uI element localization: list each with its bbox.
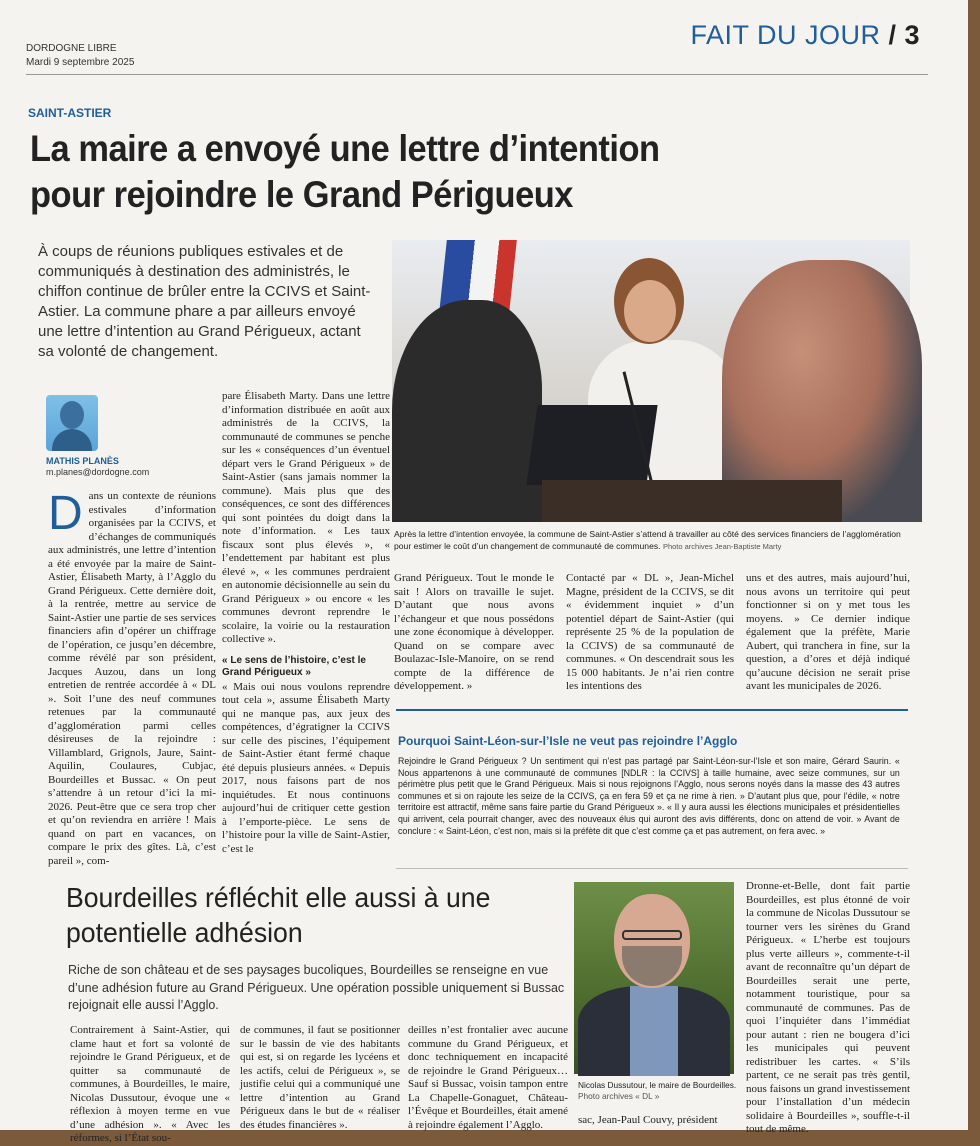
article-column-2 bbox=[222, 390, 390, 856]
drop-cap: D bbox=[48, 487, 83, 540]
article-kicker: SAINT-ASTIER bbox=[28, 106, 112, 120]
article-lede: À coups de réunions publiques estivales et de communiqués à destination des administrés, le chiffon continue de brûler entre la CCIVS et Saint-Astier. La commune phare a par ailleurs envoyé une lettre d’intention au Grand Périgueux, actant sa volonté de changement. bbox=[38, 243, 371, 360]
article2-column-3 bbox=[408, 1024, 568, 1132]
mayor-photo-caption bbox=[578, 1080, 738, 1102]
photo-caption bbox=[394, 528, 910, 553]
column-3-text: Grand Périgueux. Tout le monde le sait ! Alors on travaille le sujet. D’autant que nous avons l’échangeur et que nous possédons une zone économique à développer. Quand on se compare avec Boulazac-Isle-Manoire, on se rend compte de la différence de développement. » bbox=[394, 572, 554, 692]
section-name: FAIT DU JOUR bbox=[690, 20, 881, 50]
article2-column-5 bbox=[746, 880, 910, 1137]
article2-column-1 bbox=[70, 1024, 230, 1146]
masthead bbox=[26, 42, 134, 70]
article-subhead: « Le sens de l’histoire, c’est le Grand Périgueux » bbox=[222, 654, 366, 678]
box-text: Rejoindre le Grand Périgueux ? Un sentiment qui n’est pas partagé par Saint-Léon-sur-l’Isle et son maire, Gérard Saurin. « Nous appartenons à une communauté de communes [NDLR : la CCIVS] à taille humaine, avec seize communes, sur un périmètre plus petit que le Grand Périgueux. Mais si nous rejoignons l’Agglo, nous serons noyés dans la masse des 43 autres communes et si on rajoute les seize de la CCIVS, ça en fera 59 et ça ne rime à rien. » D’autant plus que, pour l’édile, « notre territoire est attractif, même sans faire partie du Grand Périgueux ». « Il y aura aussi les élections municipales et présidentielles qui arrivent, cela pourrait changer, avec des nouveaux élus qui auront des avis différents, donc on attend de voir. » Avant de conclure : « Saint-Léon, c’est non, mais si la préfète dit que c’est comme ça et pas autrement, on fera avec. » bbox=[398, 756, 900, 836]
paper-name: DORDOGNE LIBRE bbox=[26, 43, 117, 54]
box-rule bbox=[396, 709, 908, 711]
box-title: Pourquoi Saint-Léon-sur-l’Isle ne veut pas rejoindre l’Agglo bbox=[398, 734, 738, 748]
laptop bbox=[526, 405, 657, 485]
mayor-photo-credit: Photo archives « DL » bbox=[578, 1091, 660, 1101]
mayor-photo bbox=[574, 882, 734, 1074]
article2-column-1-text: Contrairement à Saint-Astier, qui clame haut et fort sa volonté de rejoindre le Grand Périgueux, et de quitter sa communauté de communes, à Bourdeilles, le maire, Nicolas Dussutour, évoque une « réflexion à moyen terme en vue d’une adhésion ». « Avec les réformes, si l’État sou- bbox=[70, 1024, 230, 1144]
issue-date: Mardi 9 septembre 2025 bbox=[26, 57, 135, 68]
article-column-5 bbox=[746, 572, 910, 694]
author-email: m.planes@dordogne.com bbox=[46, 467, 150, 477]
article2-headline: Bourdeilles réfléchit elle aussi à une potentielle adhésion bbox=[66, 882, 491, 948]
article-headline: La maire a envoyé une lettre d’intention pour rejoindre le Grand Périgueux bbox=[30, 128, 660, 215]
header-rule bbox=[26, 74, 928, 75]
photo-caption-text: Après la lettre d’intention envoyée, la commune de Saint-Astier s’attend à travailler au côté des services financiers de l’agglomération pour estimer le coût d’un changement de communauté de communes. bbox=[394, 529, 901, 551]
article2-column-4-text: sac, Jean-Paul Couvy, président bbox=[578, 1114, 718, 1126]
article2-column-5-text: Dronne-et-Belle, dont fait partie Bourdeilles, est plus étonné de voir la commune de Nicolas Dussutour se tourner vers les sirènes du Grand Périgueux. « L’herbe est toujours plus verte ailleurs », commente-t-il avant de reconnaître qu’un départ de Bourdeilles serait une perte, notamment touristique, pour sa communauté de communes. Pas de quoi l’inquiéter dans l’immédiat pour autant : rien ne bougera d’ici les municipales qui peuvent redistribuer les cartes. « S’ils partent, ce ne serait pas très gentil, nous faisons un grand investissement pour l’installation d’un médecin solidaire à Bourdeilles », souffle-t-il tout de même. bbox=[746, 880, 910, 1135]
section-header bbox=[690, 20, 920, 51]
mayor-photo-caption-text: Nicolas Dussutour, le maire de Bourdeilles. bbox=[578, 1080, 737, 1090]
author-avatar bbox=[46, 395, 98, 451]
article2-column-4 bbox=[578, 1114, 738, 1128]
meeting-photo bbox=[392, 240, 910, 522]
article-column-3 bbox=[394, 572, 554, 694]
article2-lede: Riche de son château et de ses paysages bucoliques, Bourdeilles se renseigne en vue d’une adhésion future au Grand Périgueux. Une opération possible uniquement si Bussac rejoignait elle aussi l’Agglo. bbox=[68, 963, 565, 1012]
column-5-text: uns et des autres, mais aujourd’hui, nous avons un territoire qui peut fonctionner si on y met tous les moyens. » Ce dernier indique également que la préfète, Marie Aubert, qui tranchera in fine, sur la question, a d’ores et déjà indiqué qu’aucune décision ne serait prise avant les municipales de 2026. bbox=[746, 572, 910, 692]
article2-column-2 bbox=[240, 1024, 400, 1132]
article2-column-3-text: deilles n’est frontalier avec aucune commune du Grand Périgueux, et donc techniquement en incapacité de rejoindre le Grand Périgueux… Sauf si Bussac, voisin tampon entre La Chapelle-Gonaguet, Château-l’Évêque et Bourdeilles, était amené à rejoindre également l’Agglo. bbox=[408, 1024, 568, 1131]
author-name: MATHIS PLANÈS bbox=[46, 456, 119, 466]
photo-credit: Photo archives Jean-Baptiste Marty bbox=[662, 542, 782, 551]
box-bottom-rule bbox=[396, 868, 908, 869]
glasses bbox=[622, 930, 682, 940]
page-number: / 3 bbox=[888, 20, 920, 50]
article-column-4 bbox=[566, 572, 734, 694]
article-column-1 bbox=[48, 487, 216, 868]
column-4-text: Contacté par « DL », Jean-Michel Magne, président de la CCIVS, se dit « évidemment inquiet » d’un potentiel départ de Saint-Astier (qui représente 25 % de la population de la CCIVS) de sa communauté de communes. « On descendrait sous les 15 000 habitants. Je n’ai rien contre les intentions des bbox=[566, 572, 734, 692]
column-2-text: pare Élisabeth Marty. Dans une lettre d’information distribuée en août aux administrés de la CCIVS, la communauté de communes se penche sur les « conséquences d’un éventuel départ vers le Grand Périgueux » de Saint-Astier (sans jamais nommer la commune). Mais plus que des conséquences, ce sont des différences qui sont pointées du doigt dans la note d’information. « Les taux fiscaux sont plus élevés », « l’endettement par habitant est plus élevé », « les communes perdraient en autonomie décisionnelle au sein du Grand Périgueux » ou encore « les communes devront reprendre le scolaire, la voirie ou la restauration collective ». bbox=[222, 390, 390, 645]
article2-column-2-text: de communes, il faut se positionner sur le bassin de vie des habitants qui est, si on regarde les lycéens et les actifs, celui de Périgueux », se justifie celui qui a communiqué une lettre d’intention au Grand Périgueux dans le but de « réaliser des études financières ». bbox=[240, 1024, 400, 1131]
column-1-text: ans un contexte de réunions estivales d’information organisées par la CCIVS, et d’échanges de communiqués aux administrés, une lettre d’intention a été envoyée par la maire de Saint-Astier, Élisabeth Marty, à l’Agglo du Grand Périgueux. Cette dernière doit, à la rentrée, mettre au service de Saint-Astier une partie de ses services financiers afin d’opérer un chiffrage de l’opération, ce jusqu’en décembre, comme révélé par son président, Jacques Auzou, dans un long entretien de rentrée accordée à « DL ». Soit l’une des neuf communes retenues par la communauté d’agglomération parmi celles désireuses de la rejoindre : Villamblard, Grignols, Jaure, Saint-Aquilin, Coulaures, Cubjac, Bourdeilles et Bussac. « On peut s’attendre à un retour d’ici la mi-2026. Peut-être que ce sera trop cher et qu’on reviendra en arrière ! Mais quand on part en vacances, on compare le prix des gîtes. Là, c’est pareil », com- bbox=[48, 490, 216, 867]
column-2-text-b: « Mais oui nous voulons reprendre tout cela », assume Élisabeth Marty qui ne manque pas, aux jeux des compétences, d’égratigner la CCIVS sur celle des piscines, l’équipement de Saint-Astier étant fermé chaque été depuis plusieurs années. « Depuis 2017, nous faisons part de nos inquiétudes. Et nous continuons aujourd’hui de critiquer cette gestion à l’emporte-pièce. Le sens de l’histoire pour la ville de Saint-Astier, c’est le bbox=[222, 680, 390, 855]
